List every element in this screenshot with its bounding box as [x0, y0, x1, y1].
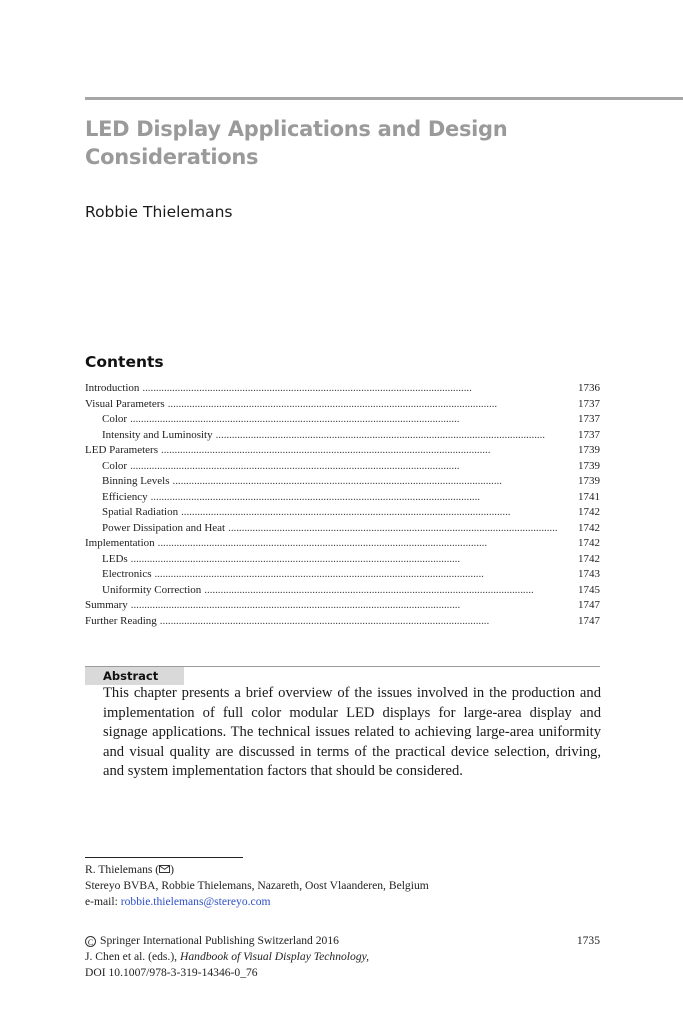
chapter-author: Robbie Thielemans [85, 203, 233, 221]
toc-entry-page: 1742 [578, 521, 600, 534]
toc-leader-dots [173, 474, 568, 490]
table-of-contents [85, 381, 600, 629]
toc-entry-title: Power Dissipation and Heat [102, 521, 226, 534]
toc-entry-title: Further Reading [85, 614, 157, 627]
toc-leader-dots [142, 381, 568, 397]
toc-entry[interactable] [85, 521, 600, 537]
toc-entry[interactable] [85, 536, 600, 552]
copyright-text: Springer International Publishing Switzerland 2016 [100, 934, 339, 947]
doi: DOI 10.1007/978-3-319-14346-0_76 [85, 966, 258, 979]
chapter-title-line2: Considerations [85, 145, 259, 169]
toc-entry-title: Intensity and Luminosity [102, 428, 213, 441]
toc-leader-dots [181, 505, 568, 521]
footnote-rule [85, 857, 243, 858]
abstract-label: Abstract [85, 667, 184, 685]
toc-entry-page: 1742 [578, 506, 600, 518]
toc-entry[interactable] [85, 443, 600, 459]
author-footnote: R. Thielemans ( ) Stereyo BVBA, Robbie Thielemans, Nazareth, Oost Vlaanderen, Belgium e-mail: robbie.thielemans@stereyo.com [85, 863, 429, 908]
toc-entry-page: 1742 [578, 537, 600, 549]
toc-entry[interactable] [85, 428, 600, 444]
citation-prefix: J. Chen et al. (eds.), [85, 950, 178, 963]
email-link[interactable]: robbie.thielemans@stereyo.com [120, 895, 271, 908]
toc-leader-dots [161, 443, 568, 459]
copyright-icon [85, 936, 96, 947]
toc-leader-dots [204, 583, 568, 599]
toc-entry[interactable] [85, 397, 600, 413]
toc-entry-title: Spatial Radiation [102, 506, 179, 518]
book-title: Handbook of Visual Display Technology, [180, 950, 370, 963]
contents-heading: Contents [85, 353, 164, 371]
page-number: 1735 [576, 934, 600, 947]
chapter-title [85, 115, 645, 171]
toc-entry-page: 1743 [578, 568, 600, 580]
toc-entry-page: 1737 [578, 397, 600, 410]
toc-entry-page: 1742 [578, 552, 600, 565]
envelope-icon [159, 865, 170, 873]
toc-entry-title: Binning Levels [102, 475, 170, 487]
toc-leader-dots [216, 428, 568, 444]
top-rule [85, 97, 683, 100]
toc-entry-title: Electronics [102, 568, 152, 580]
toc-leader-dots [160, 614, 568, 630]
publication-info [85, 933, 600, 981]
toc-leader-dots [130, 459, 568, 475]
toc-leader-dots [158, 536, 568, 552]
toc-leader-dots [154, 567, 568, 583]
toc-entry[interactable] [85, 567, 600, 583]
toc-entry-title: Color [102, 459, 128, 472]
toc-entry-page: 1739 [578, 444, 600, 456]
toc-leader-dots [151, 490, 568, 506]
toc-entry[interactable] [85, 412, 600, 428]
toc-entry[interactable] [85, 381, 600, 397]
chapter-title-line1: LED Display Applications and Design [85, 117, 508, 141]
toc-entry-page: 1736 [578, 382, 600, 394]
toc-entry-page: 1737 [578, 428, 600, 441]
toc-entry-title: Visual Parameters [85, 397, 165, 410]
footnote-affiliation: Stereyo BVBA, Robbie Thielemans, Nazareth, Oost Vlaanderen, Belgium [85, 879, 429, 892]
toc-entry-title: Summary [85, 599, 128, 611]
toc-leader-dots [228, 521, 568, 537]
toc-entry-title: Color [102, 413, 128, 425]
toc-entry[interactable] [85, 490, 600, 506]
toc-entry[interactable] [85, 614, 600, 630]
toc-entry-title: Efficiency [102, 490, 148, 503]
toc-leader-dots [168, 397, 568, 413]
toc-entry[interactable] [85, 552, 600, 568]
toc-entry-page: 1745 [578, 583, 600, 596]
toc-entry-title: Uniformity Correction [102, 583, 202, 596]
toc-entry[interactable] [85, 505, 600, 521]
toc-entry[interactable] [85, 598, 600, 614]
toc-entry-title: Implementation [85, 537, 155, 549]
abstract-text: This chapter presents a brief overview of the issues involved in the production and implementation of full color modular LED displays for large-area display and signage applications. The technical issues related to achieving large-area uniformity and visual quality are discussed in terms of the practical device selection, driving, and system implementation factors that should be considered. [103, 685, 601, 780]
toc-entry-page: 1747 [578, 614, 600, 627]
toc-leader-dots [131, 552, 568, 568]
toc-entry[interactable] [85, 583, 600, 599]
footnote-author: R. Thielemans [85, 863, 153, 876]
toc-leader-dots [131, 598, 568, 614]
toc-entry-title: Introduction [85, 382, 140, 394]
toc-leader-dots [130, 412, 568, 428]
toc-entry-page: 1739 [578, 475, 600, 487]
toc-entry[interactable] [85, 474, 600, 490]
toc-entry[interactable] [85, 459, 600, 475]
toc-entry-title: LEDs [102, 552, 128, 565]
toc-entry-page: 1747 [578, 599, 600, 611]
toc-entry-page: 1739 [578, 459, 600, 472]
email-label: e-mail: [85, 895, 118, 908]
toc-entry-page: 1741 [578, 490, 600, 503]
toc-entry-page: 1737 [578, 413, 600, 425]
toc-entry-title: LED Parameters [85, 444, 158, 456]
